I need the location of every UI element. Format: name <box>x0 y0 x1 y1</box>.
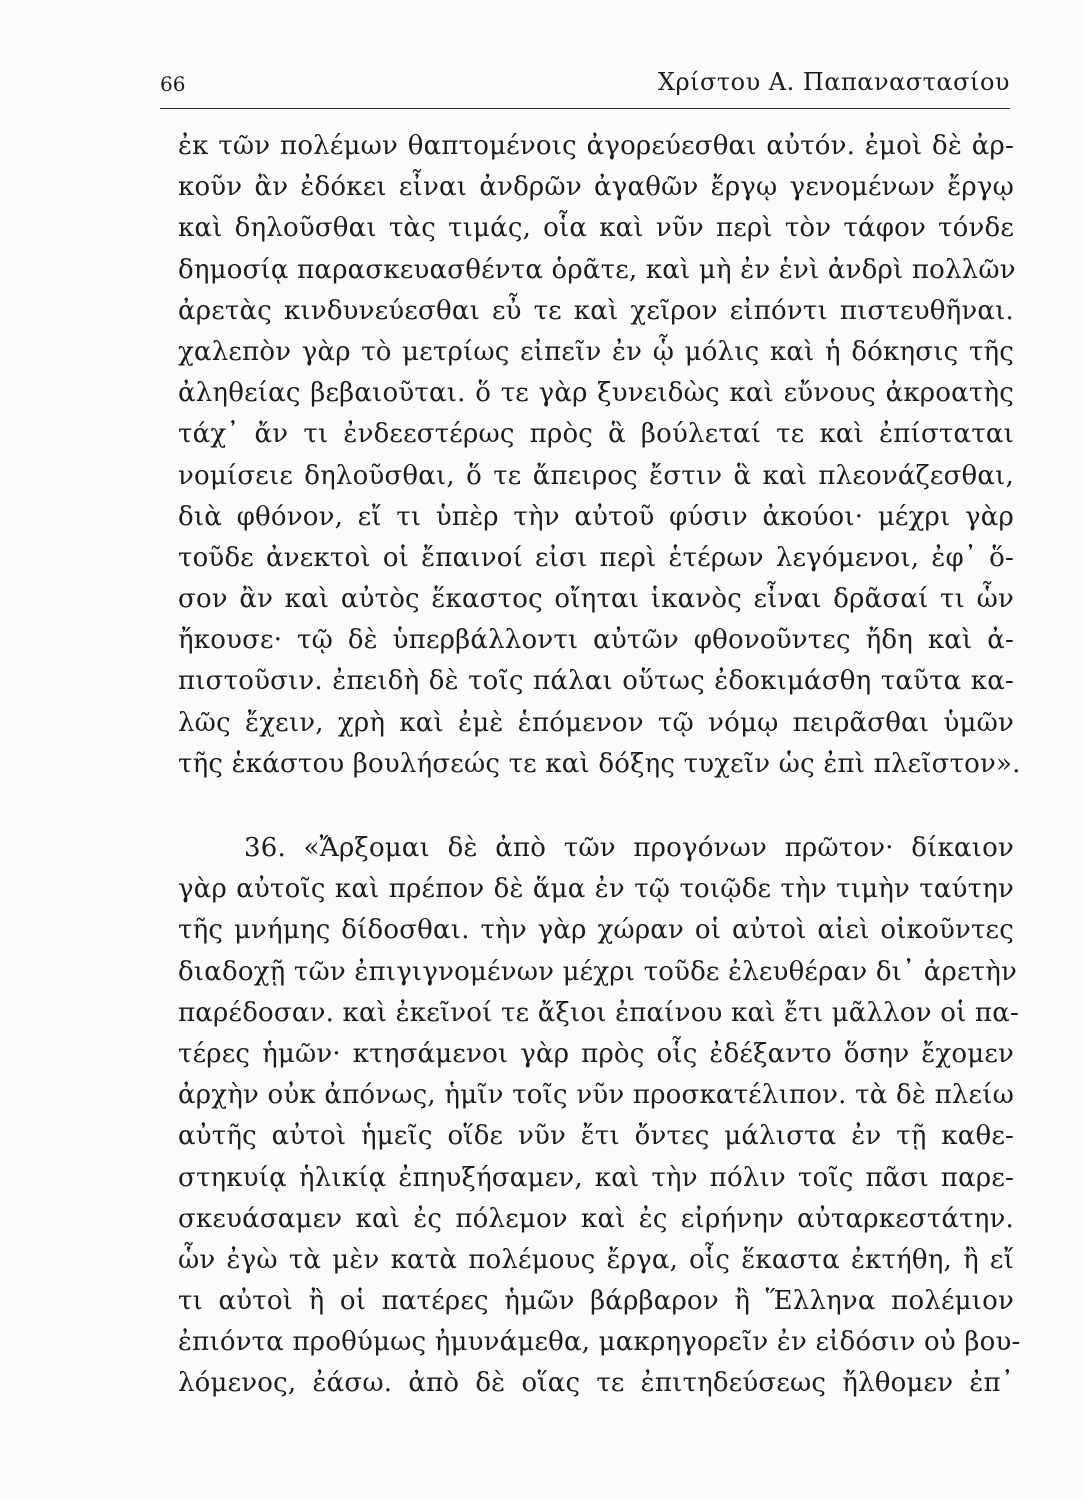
text-line: δημοσίᾳ παρασκευασθέντα ὁρᾶτε, καὶ μὴ ἐν ἑνὶ ἀνδρὶ πολλῶν <box>178 254 1016 285</box>
text-line: στηκυίᾳ ἡλικίᾳ ἐπηυξήσαμεν, καὶ τὴν πόλιν τοῖς πᾶσι παρε- <box>178 1162 1014 1193</box>
text-line: τέρες ἡμῶν· κτησάμενοι γὰρ πρὸς οἷς ἐδέξαντο ὅσην ἔχομεν <box>178 1038 1014 1069</box>
text-line: ἐπιόντα προθύμως ἠμυνάμεθα, μακρηγορεῖν ἐν εἰδόσιν οὐ βου- <box>178 1327 1021 1358</box>
text-line: τῆς μνήμης δίδοσθαι. τὴν γὰρ χώραν οἱ αὐτοὶ αἰεὶ οἰκοῦντες <box>178 915 1014 946</box>
text-line: πιστοῦσιν. ἐπειδὴ δὲ τοῖς πάλαι οὕτως ἐδοκιμάσθη ταῦτα κα- <box>178 666 1014 697</box>
text-line: ἀρχὴν οὐκ ἀπόνως, ἡμῖν τοῖς νῦν προσκατέλιπον. τὰ δὲ πλείω <box>178 1080 1014 1111</box>
text-line: σον ἂν καὶ αὐτὸς ἕκαστος οἴηται ἱκανὸς εἶναι δρᾶσαί τι ὧν <box>178 584 1014 615</box>
text-line: ἀληθείας βεβαιοῦται. ὅ τε γὰρ ξυνειδὼς καὶ εὔνους ἀκροατὴς <box>178 378 1014 409</box>
running-header <box>160 68 1010 109</box>
text-line: τάχ᾽ ἄν τι ἐνδεεστέρως πρὸς ἃ βούλεταί τε καὶ ἐπίσταται <box>178 419 1014 450</box>
text-line: κοῦν ἂν ἐδόκει εἶναι ἀνδρῶν ἀγαθῶν ἔργῳ γενομένων ἔργῳ <box>178 172 1014 203</box>
paragraph-1 <box>178 126 1021 785</box>
running-head-author: Χρίστου Α. Παπαναστασίου <box>657 68 1010 96</box>
text-line: χαλεπὸν γὰρ τὸ μετρίως εἰπεῖν ἐν ᾧ μόλις καὶ ἡ δόκησις τῆς <box>178 336 1014 367</box>
text-line: τοῦδε ἀνεκτοὶ οἱ ἔπαινοί εἰσι περὶ ἑτέρων λεγόμενοι, ἐφ᾽ ὅ- <box>178 542 1014 573</box>
text-line: παρέδοσαν. καὶ ἐκεῖνοί τε ἄξιοι ἐπαίνου καὶ ἔτι μᾶλλον οἱ πα- <box>178 997 1019 1028</box>
text-line: 36. «Ἄρξομαι δὲ ἀπὸ τῶν προγόνων πρῶτον· δίκαιον <box>244 833 1014 863</box>
text-line: λῶς ἔχειν, χρὴ καὶ ἐμὲ ἑπόμενον τῷ νόμῳ πειρᾶσθαι ὑμῶν <box>178 707 1014 738</box>
text-line: τῆς ἑκάστου βουλήσεώς τε καὶ δόξης τυχεῖν ὡς ἐπὶ πλεῖστον». <box>178 748 1021 779</box>
text-line: ἐκ τῶν πολέμων θαπτομένοις ἀγορεύεσθαι αὐτόν. ἐμοὶ δὲ ἀρ- <box>178 131 1014 161</box>
page-number: 66 <box>160 72 186 96</box>
text-line: καὶ δηλοῦσθαι τὰς τιμάς, οἷα καὶ νῦν περὶ τὸν τάφον τόνδε <box>178 213 1014 244</box>
text-line: ὧν ἐγὼ τὰ μὲν κατὰ πολέμους ἔργα, οἷς ἕκαστα ἐκτήθη, ἢ εἴ <box>178 1244 1014 1275</box>
text-line: διὰ φθόνον, εἴ τι ὑπὲρ τὴν αὐτοῦ φύσιν ἀκούοι· μέχρι γὰρ <box>178 501 1014 532</box>
text-line: ἀρετὰς κινδυνεύεσθαι εὖ τε καὶ χεῖρον εἰπόντι πιστευθῆναι. <box>178 295 1014 326</box>
text-line: αὐτῆς αὐτοὶ ἡμεῖς οἵδε νῦν ἔτι ὄντες μάλιστα ἐν τῇ καθε- <box>178 1121 1014 1152</box>
text-line: τι αὐτοὶ ἢ οἱ πατέρες ἡμῶν βάρβαρον ἢ Ἕλληνα πολέμιον <box>178 1286 1014 1317</box>
text-line: σκευάσαμεν καὶ ἐς πόλεμον καὶ ἐς εἰρήνην αὐταρκεστάτην. <box>178 1203 1014 1234</box>
text-line: διαδοχῇ τῶν ἐπιγιγνομένων μέχρι τοῦδε ἐλευθέραν δι᾽ ἀρετὴν <box>178 956 1018 987</box>
paragraph-2 <box>178 828 1021 1405</box>
text-line: νομίσειε δηλοῦσθαι, ὅ τε ἄπειρος ἔστιν ἃ καὶ πλεονάζεσθαι, <box>178 460 1014 491</box>
text-line: ἤκουσε· τῷ δὲ ὑπερβάλλοντι αὐτῶν φθονοῦντες ἤδη καὶ ἀ- <box>178 625 1014 656</box>
text-line: γὰρ αὐτοῖς καὶ πρέπον δὲ ἅμα ἐν τῷ τοιῷδε τὴν τιμὴν ταύτην <box>178 874 1014 905</box>
text-line: λόμενος, ἐάσω. ἀπὸ δὲ οἵας τε ἐπιτηδεύσεως ἤλθομεν ἐπ᾽ <box>178 1368 1014 1399</box>
